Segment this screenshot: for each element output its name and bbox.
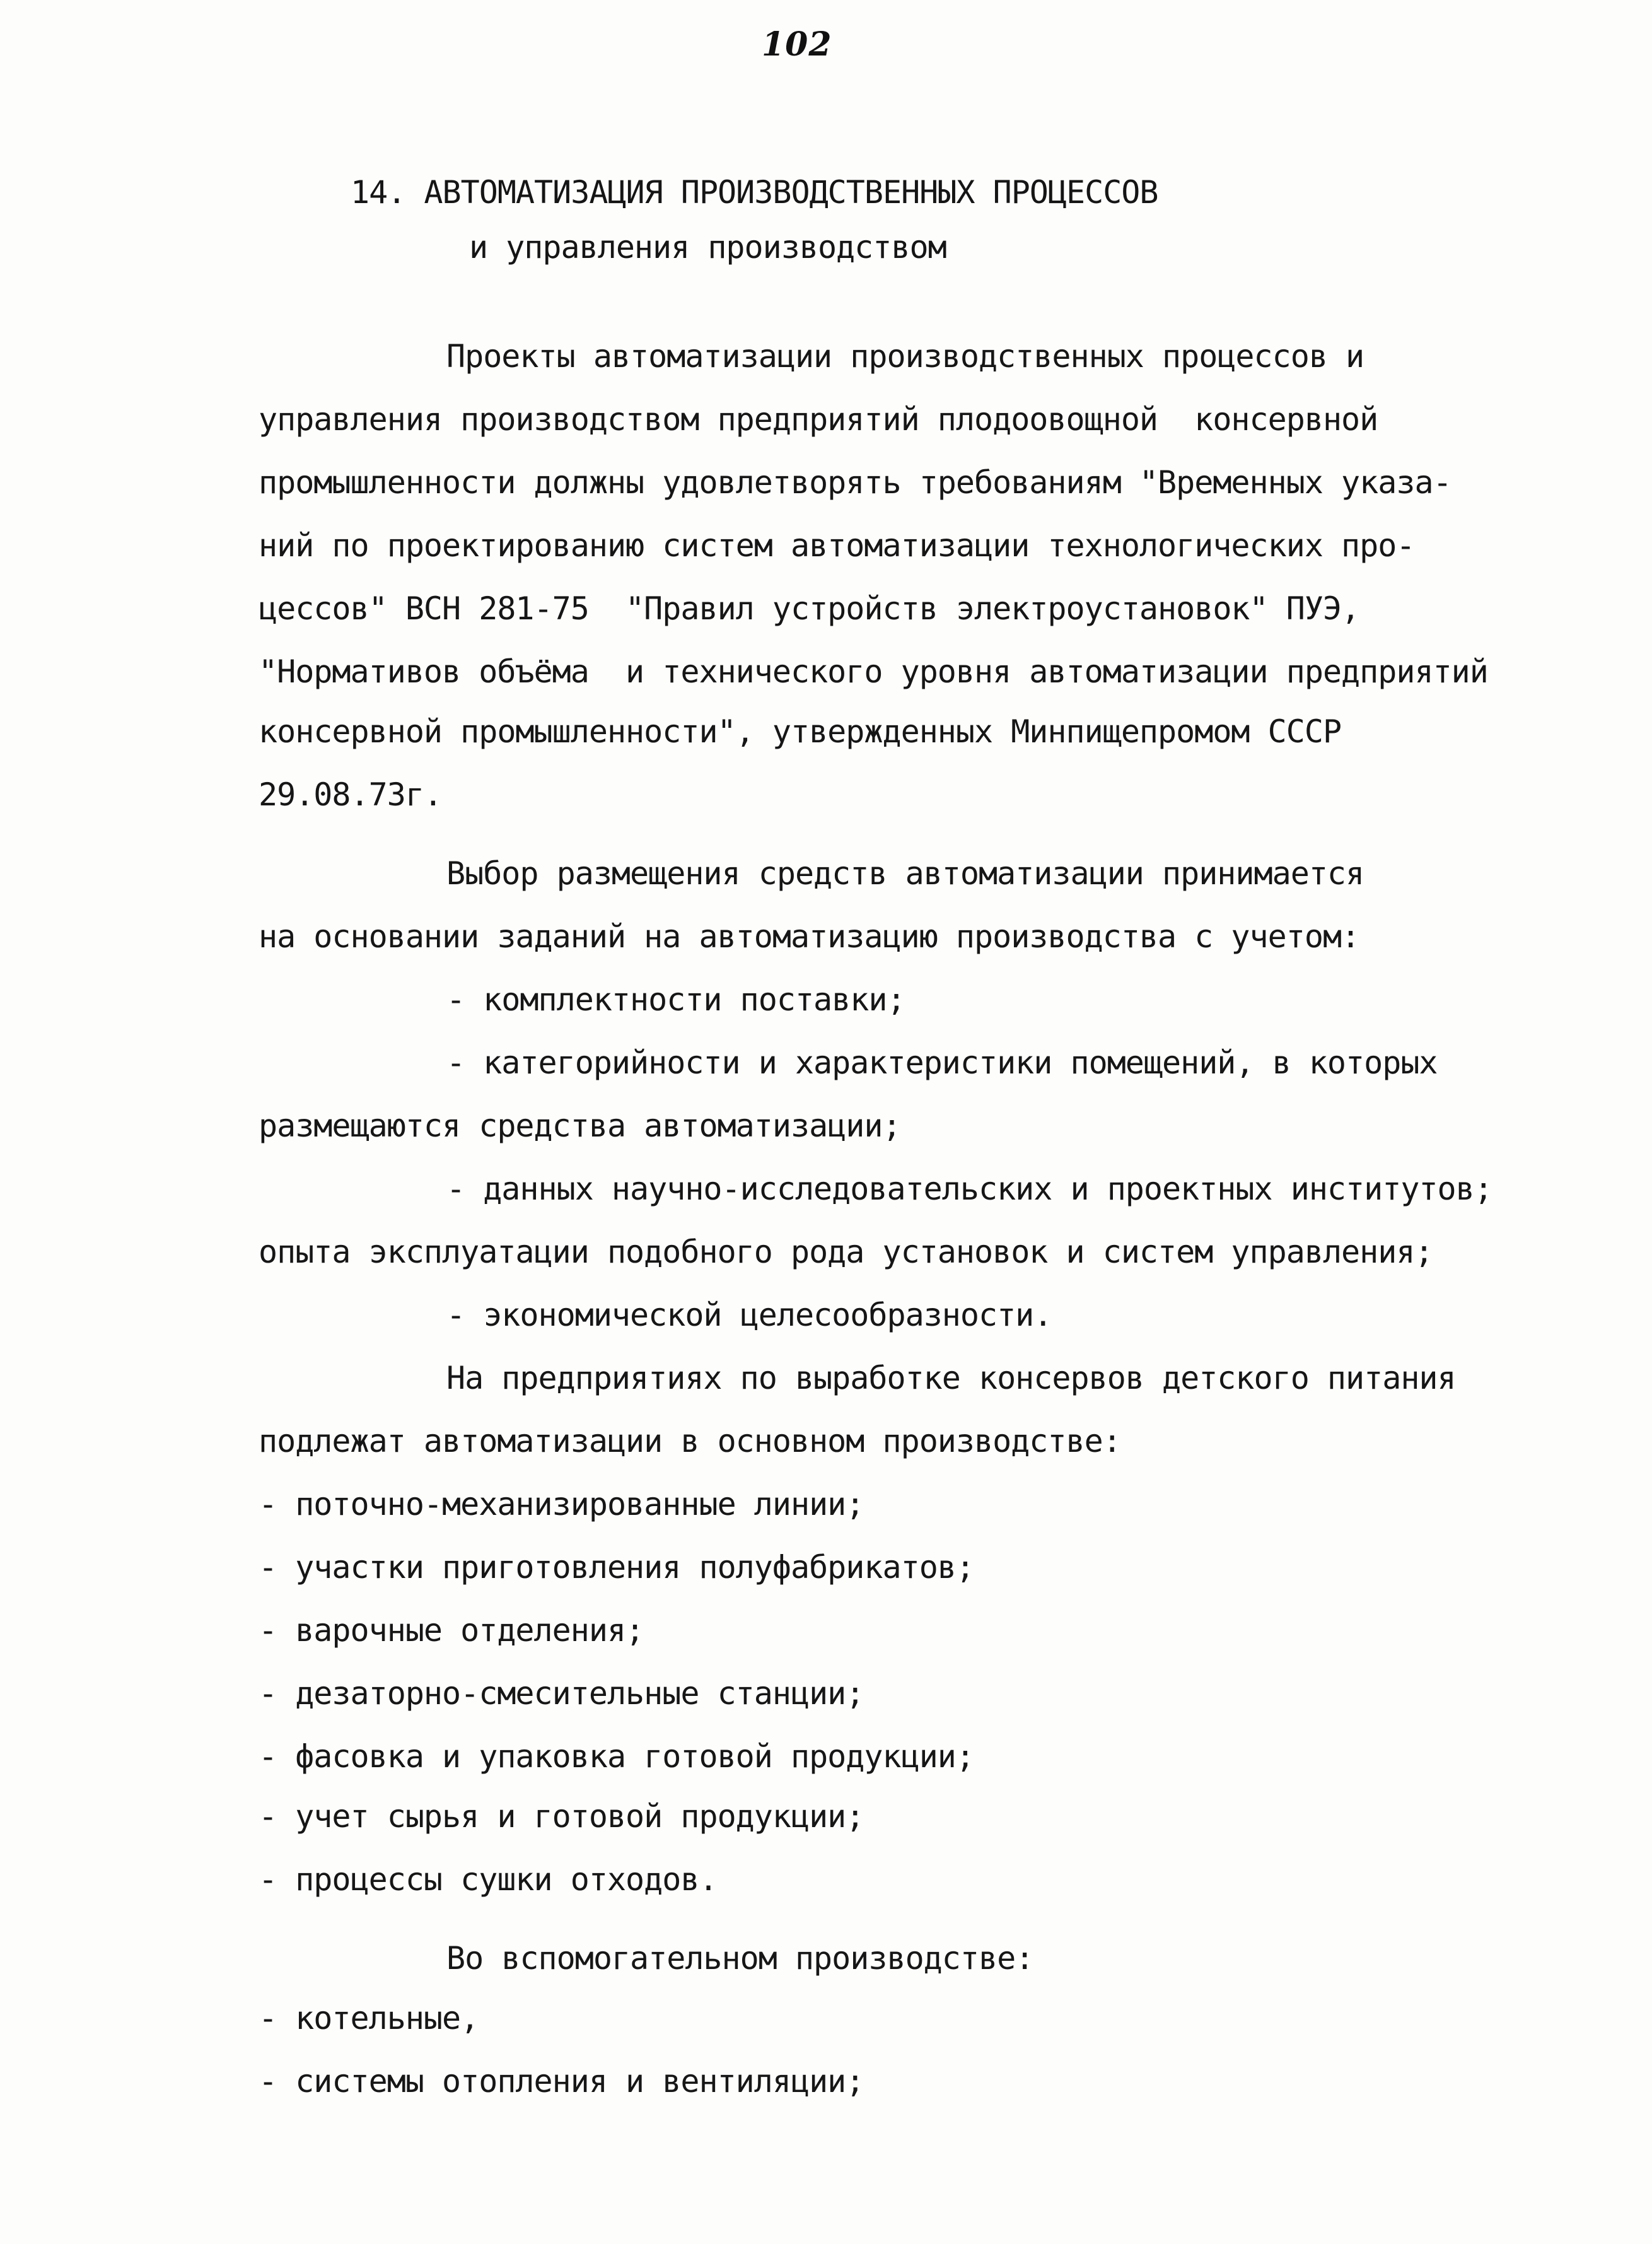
list-item: - котельные, (259, 2000, 479, 2037)
text-line: опыта эксплуатации подобного рода установок и систем управления; (259, 1234, 1433, 1270)
text-line: подлежат автоматизации в основном производстве: (259, 1423, 1121, 1459)
text-line: Проекты автоматизации производственных процессов и (446, 338, 1364, 375)
text-line: на основании заданий на автоматизацию производства с учетом: (259, 918, 1360, 955)
list-item: - участки приготовления полуфабрикатов; (259, 1549, 974, 1586)
list-item: - категорийности и характеристики помещений, в которых (446, 1044, 1438, 1081)
list-item: - учет сырья и готовой продукции; (259, 1798, 864, 1835)
text-line: промышленности должны удовлетворять требованиям "Временных указа- (259, 464, 1451, 501)
page-number: 102 (762, 25, 832, 64)
text-line: цессов" ВСН 281-75 "Правил устройств электроустановок" ПУЭ, (259, 590, 1360, 627)
text-line: ний по проектированию систем автоматизации технологических про- (259, 527, 1415, 564)
text-line: размещаются средства автоматизации; (259, 1107, 901, 1144)
text-line: управления производством предприятий плодоовощной консервной (259, 401, 1378, 438)
list-item: - комплектности поставки; (446, 981, 905, 1018)
list-item: - варочные отделения; (259, 1612, 644, 1649)
list-item: - фасовка и упаковка готовой продукции; (259, 1738, 974, 1775)
text-line: На предприятиях по выработке консервов детского питания (446, 1360, 1456, 1396)
text-line: Во вспомогательном производстве: (446, 1940, 1034, 1977)
list-item: - дезаторно-смесительные станции; (259, 1675, 864, 1712)
section-title: 14. АВТОМАТИЗАЦИЯ ПРОИЗВОДСТВЕННЫХ ПРОЦЕССОВ (351, 174, 1158, 211)
text-line: "Нормативов объёма и технического уровня автоматизации предприятий (259, 653, 1488, 690)
list-item: - системы отопления и вентиляции; (259, 2063, 864, 2100)
list-item: - процессы сушки отходов. (259, 1861, 718, 1898)
list-item: - экономической целесообразности. (446, 1297, 1052, 1333)
section-subtitle: и управления производством (469, 229, 946, 266)
text-line: Выбор размещения средств автоматизации принимается (446, 855, 1364, 892)
list-item: - данных научно-исследовательских и проектных институтов; (446, 1171, 1492, 1207)
text-line: консервной промышленности", утвержденных Минпищепромом СССР (259, 713, 1342, 750)
text-line: 29.08.73г. (259, 776, 443, 813)
list-item: - поточно-механизированные линии; (259, 1486, 864, 1522)
